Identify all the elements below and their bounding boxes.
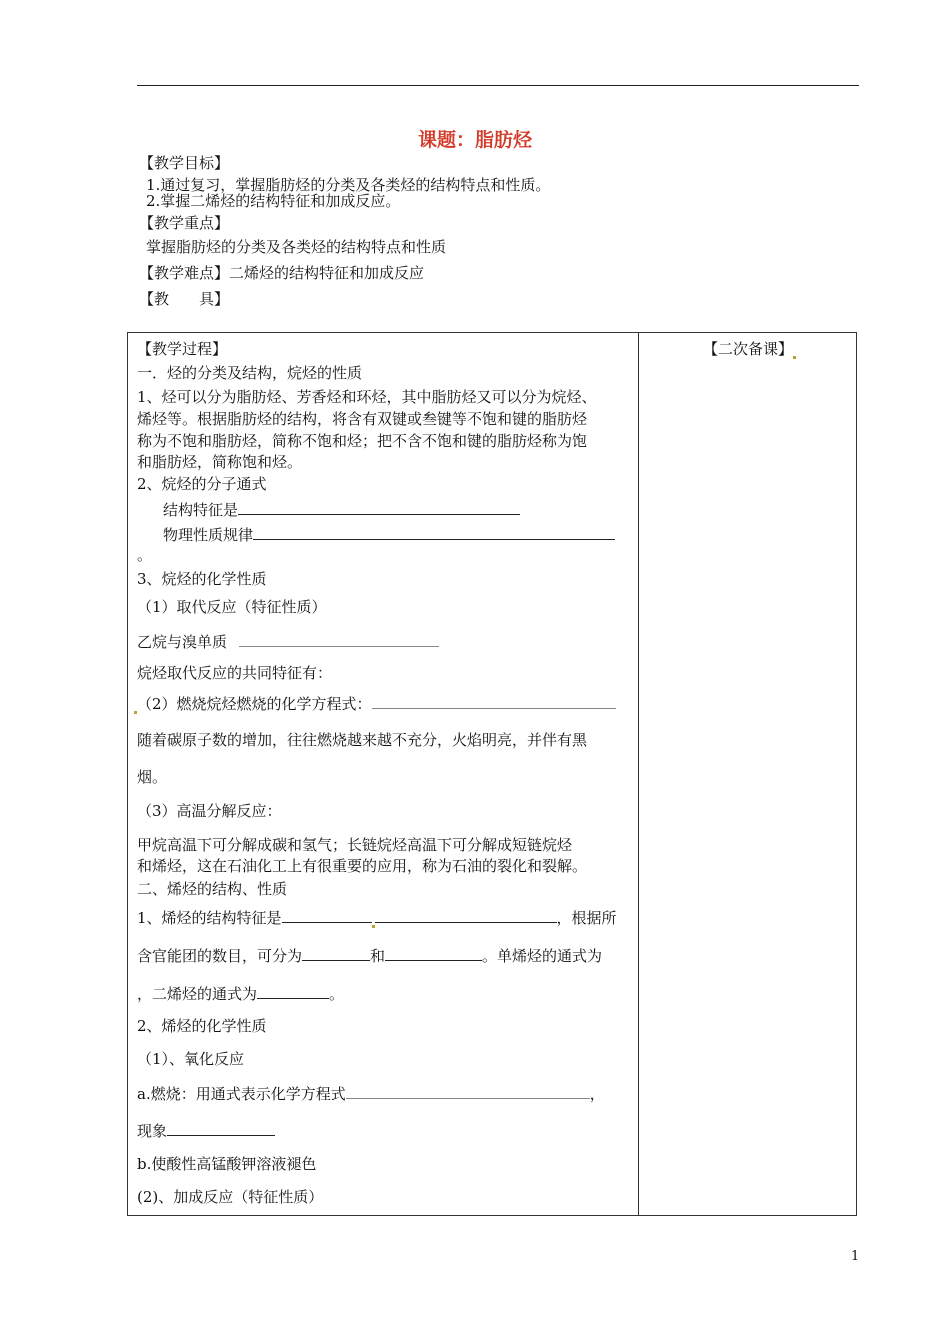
- physical-end: 。: [137, 546, 153, 564]
- page-number: 1: [851, 1249, 860, 1264]
- goals-label: 【教学目标】: [139, 154, 230, 172]
- difficulty-line: [139, 262, 424, 283]
- combustion-note-line-1: 随着碳原子数的增加，往往燃烧越来越不充分，火焰明亮，并伴有黑: [137, 731, 588, 749]
- physical-line: 物理性质规律: [163, 524, 615, 545]
- table-column-divider: [638, 332, 639, 1216]
- process-label: 【教学过程】: [137, 340, 228, 358]
- substitution-title: （1）取代反应（特征性质）: [137, 598, 327, 616]
- phenomenon-blank[interactable]: [167, 1120, 275, 1136]
- page-title: 课题：脂肪烃: [417, 129, 532, 151]
- permanganate-line: b.使酸性高锰酸钾溶液褪色: [137, 1155, 317, 1173]
- combustion-note-line-2: 烟。: [137, 768, 168, 786]
- diene-formula-blank[interactable]: [257, 983, 329, 999]
- combustion-line: （2）燃烧烷烃燃烧的化学方程式：: [134, 693, 616, 714]
- second-prep-label: 【二次备课】: [703, 338, 796, 359]
- para-1-line-1: 1、烃可以分为脂肪烃、芳香烃和环烃，其中脂肪烃又可以分为烷烃、: [137, 388, 597, 406]
- dot-mark: [793, 356, 796, 359]
- para-1-line-4: 和脂肪烃，简称饱和烃。: [137, 453, 303, 471]
- alkene-class-blank-2[interactable]: [385, 945, 482, 961]
- difficulty-label: 【教学难点】: [139, 264, 230, 282]
- section-2-title: 二、烯烃的结构、性质: [137, 880, 288, 898]
- header-rule: [137, 85, 859, 86]
- section-1-title: 一．烃的分类及结构，烷烃的性质: [137, 364, 363, 382]
- alkene-structure-blank-2[interactable]: [375, 907, 557, 923]
- ethane-line: 乙烷与溴单质: [137, 631, 439, 652]
- decomposition-line-2: 和烯烃，这在石油化工上有很重要的应用，称为石油的裂化和裂解。: [137, 857, 588, 875]
- item-2-title: 2、烷烃的分子通式: [137, 475, 267, 493]
- physical-blank[interactable]: [253, 524, 615, 540]
- combustion-blank[interactable]: [372, 693, 616, 709]
- alkene-classification-line: 含官能团的数目，可分为 和 。单烯烃的通式为: [137, 947, 603, 965]
- key-label: 【教学重点】: [139, 214, 230, 232]
- phenomenon-line: 现象: [137, 1120, 275, 1141]
- ethane-blank[interactable]: [239, 631, 439, 647]
- key-text: 掌握脂肪烃的分类及各类烃的结构特点和性质: [146, 238, 447, 256]
- structure-blank[interactable]: [238, 499, 520, 515]
- dot-mark: [372, 925, 375, 928]
- goal-2: 2.掌握二烯烃的结构特征和加成反应。: [146, 192, 401, 210]
- tools-label: 【教 具】: [139, 290, 230, 308]
- decomposition-title: （3）高温分解反应：: [137, 802, 282, 820]
- alkene-class-blank-1[interactable]: [302, 945, 370, 961]
- decomposition-line-1: 甲烷高温下可分解成碳和氢气；长链烷烃高温下可分解成短链烷烃: [137, 836, 573, 854]
- common-feature: 烷烃取代反应的共同特征有：: [137, 664, 333, 682]
- para-1-line-3: 称为不饱和脂肪烃，简称不饱和烃；把不含不饱和键的脂肪烃称为饱: [137, 432, 588, 450]
- alkene-chem-title: 2、烯烃的化学性质: [137, 1017, 267, 1035]
- goal-1: 1.通过复习，掌握脂肪烃的分类及各类烃的结构特点和性质。: [146, 176, 551, 194]
- item-3-title: 3、烷烃的化学性质: [137, 570, 267, 588]
- oxidation-title: （1）、氧化反应: [137, 1050, 245, 1068]
- para-1-line-2: 烯烃等。根据脂肪烃的结构，将含有双键或叁键等不饱和键的脂肪烃: [137, 410, 588, 428]
- difficulty-text: 二烯烃的结构特征和加成反应: [229, 264, 425, 282]
- diene-formula-line: ，二烯烃的通式为 。: [137, 985, 345, 1003]
- structure-line: 结构特征是: [163, 499, 520, 520]
- combustion-eq-line: a.燃烧：用通式表示化学方程式 ，: [137, 1085, 605, 1103]
- combustion-eq-blank[interactable]: [346, 1083, 590, 1099]
- addition-title: (2)、加成反应（特征性质）: [137, 1188, 324, 1206]
- alkene-structure-blank-1[interactable]: [282, 907, 372, 923]
- alkene-structure-line: 1、烯烃的结构特征是 ，根据所: [137, 909, 617, 927]
